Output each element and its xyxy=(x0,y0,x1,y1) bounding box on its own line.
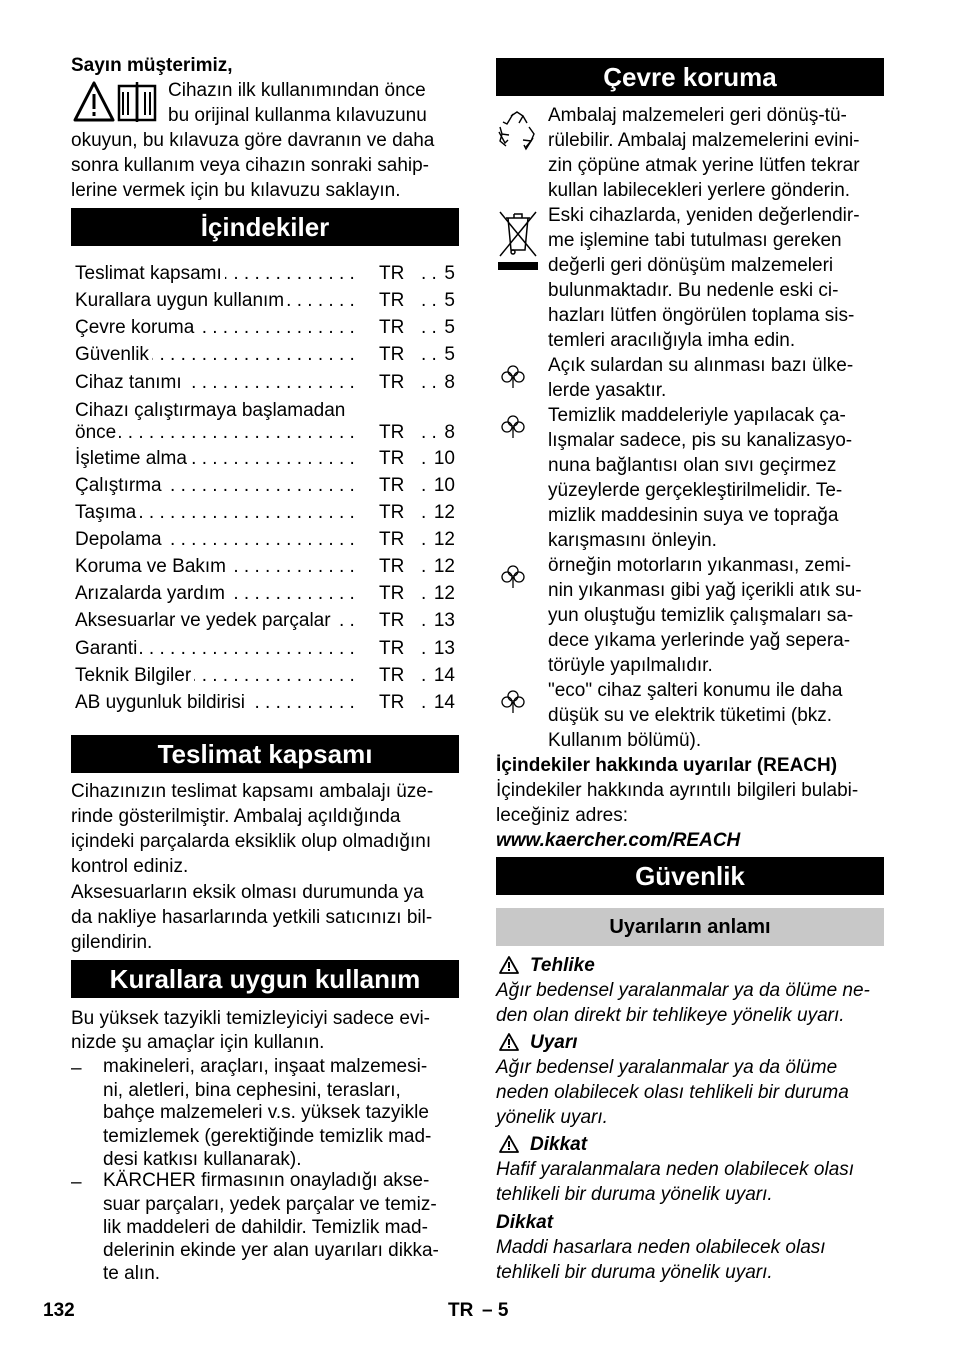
env-heading: Çevre koruma xyxy=(496,58,884,96)
weee-text-line: Eski cihazlarda, yeniden değerlendir- xyxy=(548,205,860,226)
notice-text-line: tehlikeli bir duruma yönelik uyarı. xyxy=(496,1262,773,1283)
toc-entry[interactable]: Cihaz tanımı . . . TR . . 8 xyxy=(75,370,459,395)
list-item-line: desi katkısı kullanarak). xyxy=(103,1149,302,1170)
env-note-line: yun oluştuğu temizlik çalışmaları sa- xyxy=(548,605,854,626)
env-note-line: örneğin motorların yıkanması, zemi- xyxy=(548,555,852,576)
warning-text-line: yönelik uyarı. xyxy=(496,1107,608,1128)
scope-line: içindeki parçalarda eksiklik olup olmadığını xyxy=(71,831,432,852)
footer-section-page: – 5 xyxy=(482,1300,509,1321)
list-item-line: temizlemek (gerektiğinde temizlik mad- xyxy=(103,1126,432,1147)
intro-line: okuyun, bu kılavuza göre davranın ve daha xyxy=(71,130,435,151)
env-note-line: yüzeylerde gerçekleştirilmelidir. Te- xyxy=(548,480,843,501)
recycle-text-line: zin çöpüne atmak yerine lütfen tekrar xyxy=(548,155,860,176)
env-note-line: törüyle yapılmalıdır. xyxy=(548,655,713,676)
weee-text-line: bulunmaktadır. Bu nedenle eski ci- xyxy=(548,280,839,301)
environment-tree-icon xyxy=(500,688,526,714)
list-item-line: makineleri, araçları, inşaat malzemesi- xyxy=(103,1056,428,1077)
toc-entry[interactable]: Aksesuarlar ve yedek parçalar . . . TR . 13 xyxy=(75,608,459,633)
toc-heading: İçindekiler xyxy=(71,208,459,246)
environment-tree-icon xyxy=(500,363,526,389)
notice-text-line: Maddi hasarlara neden olabilecek olası xyxy=(496,1237,826,1258)
list-item-line: bahçe malzemeleri v.s. yüksek tazyikle xyxy=(103,1102,429,1123)
usage-intro-line: Bu yüksek tazyikli temizleyiciyi sadece evi- xyxy=(71,1008,431,1029)
env-note-line: mizlik maddesinin suya ve toprağa xyxy=(548,505,839,526)
caution-text-line: Hafif yaralanmalara neden olabilecek olası xyxy=(496,1159,855,1180)
list-item-line: lik maddeleri de dahildir. Temizlik mad- xyxy=(103,1217,428,1238)
danger-label: Tehlike xyxy=(530,955,595,976)
weee-text-line: değerli geri dönüşüm malzemeleri xyxy=(548,255,834,276)
scope-line: kontrol ediniz. xyxy=(71,856,189,877)
intro-line: sonra kullanım veya cihazın sonraki sahip- xyxy=(71,155,430,176)
warning-label: Uyarı xyxy=(530,1032,578,1053)
reach-link[interactable]: www.kaercher.com/REACH xyxy=(496,830,741,851)
env-note-line: dece yıkama yerlerinde yağ sepera- xyxy=(548,630,851,651)
list-bullet: – xyxy=(71,1058,82,1079)
env-note-line: Açık sulardan su alınması bazı ülke- xyxy=(548,355,854,376)
salutation: Sayın müşterimiz, xyxy=(71,55,233,76)
toc-entry[interactable]: Çalıştırma . . . TR . 10 xyxy=(75,473,459,498)
env-note-line: nuna bağlantısı olan sıvı geçirmez xyxy=(548,455,837,476)
env-note-line: Kullanım bölümü). xyxy=(548,730,702,751)
recycle-text-line: rülebilir. Ambalaj malzemelerini evini- xyxy=(548,130,860,151)
weee-text-line: hazları lütfen öngörülen toplama sis- xyxy=(548,305,855,326)
list-item-line: delerinin ekinde yer alan uyarıları dikka- xyxy=(103,1240,439,1261)
scope-line: da nakliye hasarlarında yetkili satıcınızı bil- xyxy=(71,907,433,928)
toc-entry[interactable]: Arızalarda yardım . . . TR . 12 xyxy=(75,581,459,606)
usage-intro-line: nizde şu amaçlar için kullanın. xyxy=(71,1032,325,1053)
safety-heading: Güvenlik xyxy=(496,857,884,895)
toc-entry[interactable]: AB uygunluk bildirisi . . . TR . 14 xyxy=(75,690,459,715)
list-bullet: – xyxy=(71,1172,82,1193)
warning-manual-icon xyxy=(73,80,165,124)
warning-triangle-icon xyxy=(498,1134,520,1154)
env-note-line: "eco" cihaz şalteri konumu ile daha xyxy=(548,680,843,701)
intro-line: bu orijinal kullanma kılavuzunu xyxy=(168,105,427,126)
danger-text-line: den olan direkt bir tehlikeye yönelik uyarı. xyxy=(496,1005,845,1026)
env-note-line: lışmalar sadece, pis su kanalizasyo- xyxy=(548,430,853,451)
list-item-line: KÄRCHER firmasının onayladığı akse- xyxy=(103,1170,430,1191)
list-item-line: te alın. xyxy=(103,1263,161,1284)
reach-text-line: İçindekiler hakkında ayrıntılı bilgileri bulabi- xyxy=(496,780,859,801)
toc-entry[interactable]: Depolama . . . TR . 12 xyxy=(75,527,459,552)
caution-label: Dikkat xyxy=(530,1134,588,1155)
environment-tree-icon xyxy=(500,413,526,439)
page-number: 132 xyxy=(43,1300,75,1321)
toc-entry[interactable]: Teslimat kapsamı . . . TR . . 5 xyxy=(75,261,459,286)
warning-triangle-icon xyxy=(498,1032,520,1052)
list-item-line: ni, aletleri, bina cephesini, terasları, xyxy=(103,1080,401,1101)
weee-text-line: me işlemine tabi tutulması gereken xyxy=(548,230,842,251)
warning-text-line: neden olabilecek olası tehlikeli bir duruma xyxy=(496,1082,849,1103)
reach-text-line: leceğiniz adres: xyxy=(496,805,629,826)
scope-line: Aksesuarların eksik olması durumunda ya xyxy=(71,882,424,903)
environment-tree-icon xyxy=(500,563,526,589)
intro-line: Cihazın ilk kullanımından önce xyxy=(168,80,426,101)
scope-heading: Teslimat kapsamı xyxy=(71,735,459,773)
toc-entry[interactable]: Garanti . . . TR . 13 xyxy=(75,636,459,661)
toc-entry[interactable]: Cihazı çalıştırmaya başlamadan önce . . . TR . . 8 xyxy=(75,398,459,448)
toc-entry[interactable]: Teknik Bilgiler . . . TR . 14 xyxy=(75,663,459,688)
scope-line: rinde gösterilmiştir. Ambalaj açıldığında xyxy=(71,806,401,827)
recycle-text-line: kullan labilecekleri yerlere gönderin. xyxy=(548,180,851,201)
intro-line: lerine vermek için bu kılavuzu saklayın. xyxy=(71,180,401,201)
recycle-icon xyxy=(496,110,538,152)
scope-line: Cihazınızın teslimat kapsamı ambalajı üze- xyxy=(71,781,434,802)
footer-section: TR xyxy=(448,1300,474,1321)
usage-heading: Kurallara uygun kullanım xyxy=(71,960,459,998)
toc-entry[interactable]: İşletime alma . . . TR . 10 xyxy=(75,446,459,471)
env-note-line: Temizlik maddeleriyle yapılacak ça- xyxy=(548,405,846,426)
crossed-bin-icon xyxy=(496,208,540,272)
weee-text-line: temleri aracılığıyla imha edin. xyxy=(548,330,796,351)
env-note-line: düşük su ve elektrik tüketimi (bkz. xyxy=(548,705,833,726)
env-note-line: lerde yasaktır. xyxy=(548,380,667,401)
warning-text-line: Ağır bedensel yaralanmalar ya da ölüme xyxy=(496,1057,838,1078)
recycle-text-line: Ambalaj malzemeleri geri dönüş-tü- xyxy=(548,105,847,126)
env-note-line: nin yıkanması gibi yağ içerikli atık su- xyxy=(548,580,862,601)
danger-text-line: Ağır bedensel yaralanmalar ya da ölüme ne- xyxy=(496,980,870,1001)
toc-entry[interactable]: Kurallara uygun kullanım . . . TR . . 5 xyxy=(75,288,459,313)
scope-line: gilendirin. xyxy=(71,932,153,953)
list-item-line: suar parçaları, yedek parçalar ve temiz- xyxy=(103,1194,437,1215)
safety-subheading: Uyarıların anlamı xyxy=(496,908,884,946)
toc-entry[interactable]: Güvenlik . . . TR . . 5 xyxy=(75,342,459,367)
warning-triangle-icon xyxy=(498,955,520,975)
reach-heading: İçindekiler hakkında uyarılar (REACH) xyxy=(496,755,838,776)
caution-text-line: tehlikeli bir duruma yönelik uyarı. xyxy=(496,1184,773,1205)
notice-label: Dikkat xyxy=(496,1212,554,1233)
toc-entry[interactable]: Taşıma . . . TR . 12 xyxy=(75,500,459,525)
toc-entry[interactable]: Koruma ve Bakım . . . TR . 12 xyxy=(75,554,459,579)
env-note-line: karışmasını önleyin. xyxy=(548,530,717,551)
toc-entry[interactable]: Çevre koruma . . . TR . . 5 xyxy=(75,315,459,340)
